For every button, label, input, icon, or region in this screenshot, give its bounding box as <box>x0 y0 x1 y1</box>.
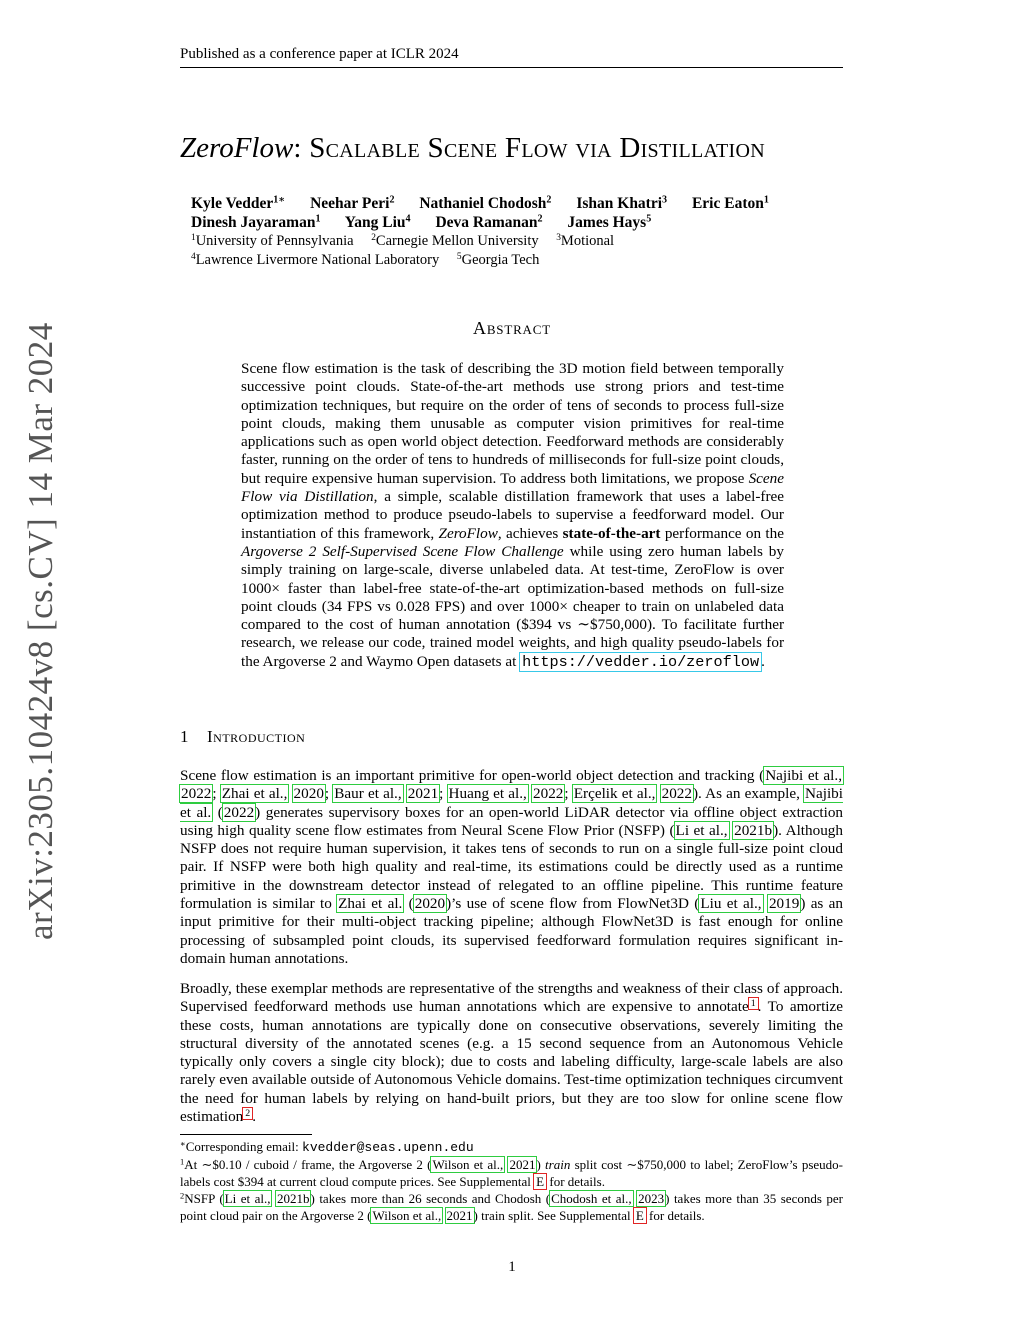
footnote-link[interactable]: 2 <box>242 1107 253 1120</box>
citation-link[interactable]: 2023 <box>638 1191 665 1206</box>
footnote-1: $^1$At ∼$0.10 / cuboid / frame, the Argoverse 2 (Wilson et al., 2021) train split cost ∼$750,000 to label; ZeroFlow’s pseudo-labels cost $394 at current cloud compute prices. See Supplemental E for details. <box>180 1156 843 1189</box>
title-rest: : Scalable Scene Flow via Distillation <box>293 132 765 164</box>
code-url-link[interactable]: https://vedder.io/zeroflow <box>519 652 762 672</box>
affiliation: $^3$Motional <box>556 232 615 249</box>
intro-paragraph-2: Broadly, these exemplar methods are representative of the strengths and weakness of their class of approach. Supervised feedforward methods use human annotations which are expensive to annotate $^1$ . To amortize these costs, human annotations are typically done on consecutive observations, severely limiting the structural diversity of the annotated scenes (e.g. a 15 second sequence from an Autonomous Vehicle typically only covers a single city block); due to costs and labeling difficulty, large-scale labels are also rarely even available outside of Autonomous Vehicle domains. Test-time optimization techniques circumvent the need for human labels by relying on hand-built priors, but they are too slow for online scene flow estimation $^2$ . <box>180 980 843 1126</box>
intro-paragraph-1: Scene flow estimation is an important primitive for open-world object detection and tracking (Najibi et al., 2022; Zhai et al., 2020; Baur et al., 2021; Huang et al., 2022; Erçelik et al., 2022). As an example, Najibi et al. (2022) generates supervisory boxes for an open-world LiDAR detector via offline object extraction using high quality scene flow estimates from Neural Scene Flow Prior (NSFP) (Li et al., 2021b). Although NSFP does not require human supervision, it takes tens of seconds to run on a single full-size point cloud pair. If NSFP were both high quality and real-time, its estimations could be directly used as a runtime primitive in the downstream detector instead of relegated to an offline pipeline. This runtime feature formulation is similar to Zhai et al. (2020)’s use of scene flow from FlowNet3D (Liu et al., 2019) as an input primitive for their multi-object tracking pipeline; although FlowNet3D is fast enough for online processing of subsampled point clouds, its supervised feedforward formulation requires significant in-domain human annotations. <box>180 767 844 967</box>
citation-link[interactable]: 2020 <box>293 785 324 803</box>
citation-link[interactable]: Wilson et al., <box>432 1157 504 1172</box>
affiliation: $^5$Georgia Tech <box>456 251 540 268</box>
footnote-rule <box>180 1134 312 1135</box>
citation-link[interactable]: 2022 <box>181 785 212 803</box>
author: Eric Eaton$^1$ <box>691 194 769 212</box>
citation-link[interactable]: 2021 <box>446 1207 473 1223</box>
supplemental-ref-link[interactable]: E <box>633 1207 647 1224</box>
paper-title <box>180 130 844 166</box>
citation-link[interactable]: 2022 <box>533 785 564 803</box>
author-line-1 <box>191 194 790 213</box>
affiliation-line-2 <box>191 251 553 269</box>
citation-link[interactable]: Liu et al., <box>700 895 762 913</box>
arxiv-identifier-stamp[interactable]: arXiv:2305.10424v8 [cs.CV] 14 Mar 2024 <box>21 322 60 940</box>
title-italic: ZeroFlow <box>180 132 294 164</box>
citation-link[interactable]: Najibi et al. <box>180 785 843 821</box>
citation-link[interactable]: Li et al., <box>675 821 728 839</box>
affiliation: $^1$University of Pennsylvania <box>191 232 354 249</box>
citation-link[interactable]: 2020 <box>414 895 446 913</box>
author: Dinesh Jayaraman$^1$ <box>191 213 321 231</box>
author: Yang Liu$^4$ <box>344 213 411 231</box>
affiliation-line-1 <box>191 232 628 250</box>
author: Ishan Khatri$^3$ <box>576 194 668 212</box>
citation-link[interactable]: 2021 <box>509 1157 536 1172</box>
citation-link[interactable]: Zhai et al., <box>221 785 288 803</box>
citation-link[interactable]: 2019 <box>768 895 800 913</box>
supplemental-ref-link[interactable]: E <box>533 1173 547 1190</box>
citation-link[interactable]: Erçelik et al., <box>573 785 656 803</box>
author: Deva Ramanan$^2$ <box>435 213 543 231</box>
abstract-body: Scene flow estimation is the task of describing the 3D motion field between temporally successive point clouds. State-of-the-art methods use strong priors and test-time optimization techniques, but require on the order of tens of seconds to process full-size point clouds, making them unusable as computer vision primitives for real-time applications such as open world object detection. Feedforward methods are considerably faster, running on the order of tens to hundreds of milliseconds for full-size point clouds, but require expensive human supervision. To address both limitations, we propose Scene Flow via Distillation, a simple, scalable distillation framework that uses a label-free optimization method to produce pseudo-labels to supervise a feedforward model. Our instantiation of this framework, ZeroFlow, achieves state-of-the-art performance on the Argoverse 2 Self-Supervised Scene Flow Challenge while using zero human labels by simply training on large-scale, diverse unlabeled data. At test-time, ZeroFlow is over 1000× faster than label-free state-of-the-art optimization-based methods on full-size point clouds (34 FPS vs 0.028 FPS) and over 1000× cheaper to train on unlabeled data compared to the cost of human annotation ($394 vs ∼$750,000). To facilitate further research, we release our code, trained model weights, and high quality pseudo-labels for the Argoverse 2 and Waymo Open datasets at https://vedder.io/zeroflow . <box>241 360 785 671</box>
page-number: 1 <box>508 1259 516 1275</box>
citation-link[interactable]: 2022 <box>223 803 255 821</box>
citation-link[interactable]: 2021 <box>407 785 439 803</box>
author-line-2 <box>191 213 672 232</box>
affiliation: $^2$Carnegie Mellon University <box>371 232 539 249</box>
citation-link[interactable]: Baur et al., <box>334 785 402 803</box>
citation-link[interactable]: Chodosh et al., <box>551 1191 632 1206</box>
footnote-corresponding: ∗Corresponding email: kvedder@seas.upenn.edu <box>180 1138 474 1155</box>
abstract-heading: Abstract <box>473 318 551 338</box>
author: Kyle Vedder$^{1∗}$ <box>191 194 286 212</box>
author: Nathaniel Chodosh$^2$ <box>419 194 552 212</box>
section-heading-introduction: 1 Introduction <box>180 727 306 746</box>
citation-link[interactable]: Zhai et al. <box>338 895 403 913</box>
author: Neehar Peri$^2$ <box>310 194 395 212</box>
citation-link[interactable]: Najibi et al., <box>765 767 842 784</box>
citation-link[interactable]: Wilson et al., <box>372 1207 442 1223</box>
footnote-2: $^2$NSFP (Li et al., 2021b) takes more than 26 seconds and Chodosh (Chodosh et al., 2023) takes more than 35 seconds per point cloud pair on the Argoverse 2 (Wilson et al., 2021) train split. See Supplemental E for details. <box>180 1190 843 1223</box>
affiliation: $^4$Lawrence Livermore National Laboratory <box>191 251 440 268</box>
running-header: Published as a conference paper at ICLR 2024 <box>180 46 459 62</box>
footnote-link[interactable]: 1 <box>748 997 759 1010</box>
citation-link[interactable]: 2021b <box>276 1191 310 1206</box>
email-address: kvedder@seas.upenn.edu <box>302 1140 474 1155</box>
citation-link[interactable]: Li et al., <box>224 1191 271 1206</box>
header-rule <box>180 67 843 68</box>
citation-link[interactable]: 2022 <box>661 785 692 803</box>
citation-link[interactable]: Huang et al., <box>448 785 527 803</box>
citation-link[interactable]: 2021b <box>734 821 773 839</box>
author: James Hays$^5$ <box>567 213 652 231</box>
